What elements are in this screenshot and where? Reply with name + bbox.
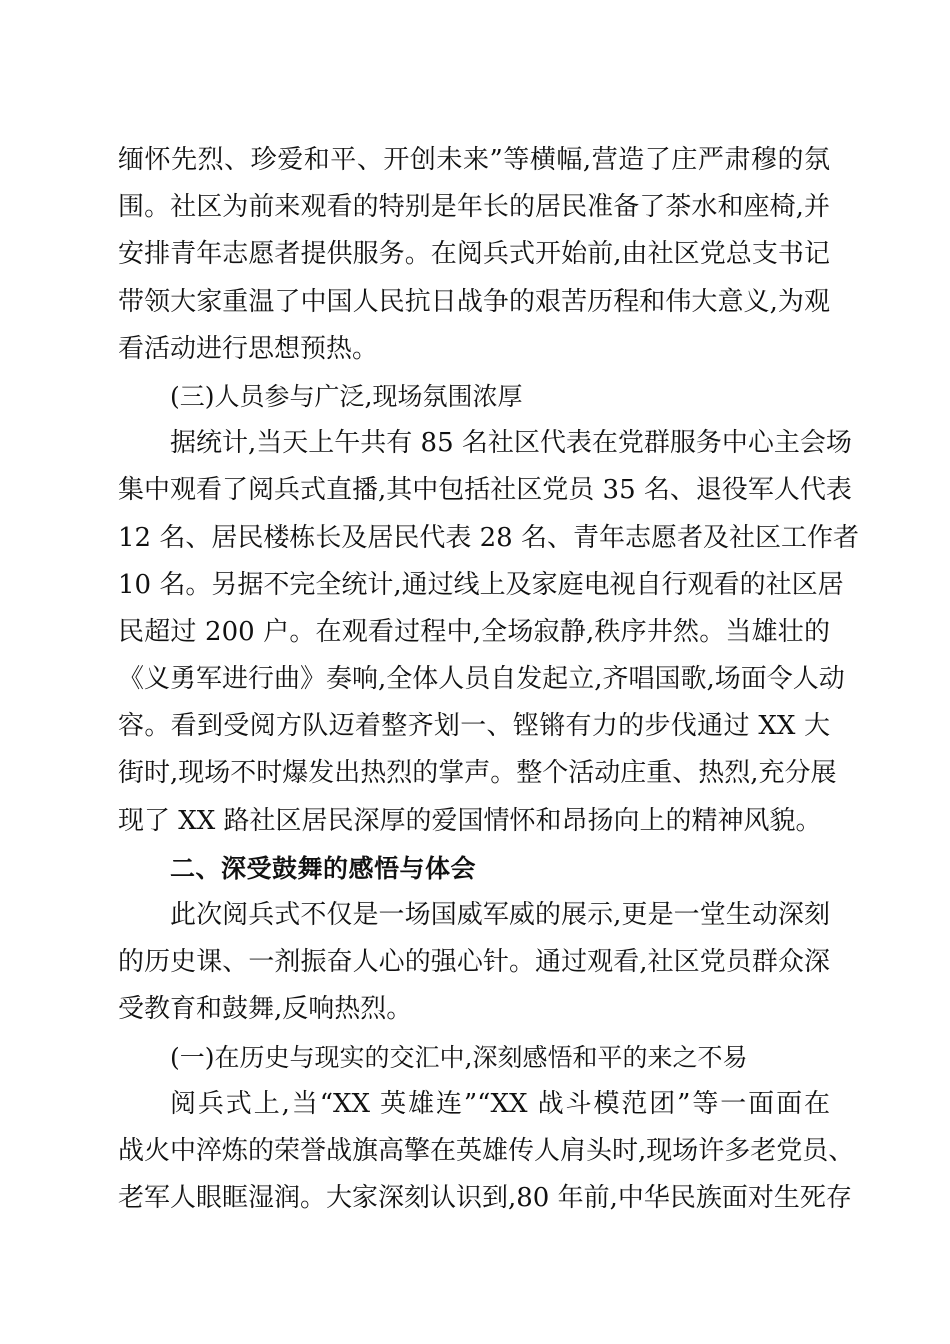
paragraph-line: 围。社区为前来观看的特别是年长的居民准备了茶水和座椅,并 [118,192,830,223]
paragraph-line: 缅怀先烈、珍爱和平、开创未来”等横幅,营造了庄严肃穆的氛 [118,145,830,175]
paragraph-line: 的历史课、一剂振奋人心的强心针。通过观看,社区党员群众深 [118,947,830,978]
paragraph-line: 此次阅兵式不仅是一场国威军威的展示,更是一堂生动深刻 [170,900,830,930]
document-body [118,137,859,1222]
section-subheading: (一)在历史与现实的交汇中,深刻感悟和平的来之不易 [170,1042,748,1072]
section-heading: 二、深受鼓舞的感悟与体会 [170,853,477,883]
paragraph-line: 受教育和鼓舞,反响热烈。 [118,994,413,1025]
paragraph-line: 现了 XX 路社区居民深厚的爱国情怀和昂扬向上的精神风貌。 [118,805,822,836]
paragraph-line: 战火中淬炼的荣誉战旗高擎在英雄传人肩头时,现场许多老党员、 [118,1135,855,1166]
paragraph-line: 民超过 200 户。在观看过程中,全场寂静,秩序井然。当雄壮的 [118,616,830,647]
paragraph-line: 街时,现场不时爆发出热烈的掌声。整个活动庄重、热烈,充分展 [118,758,837,789]
paragraph-line: 据统计,当天上午共有 85 名社区代表在党群服务中心主会场 [170,428,852,459]
paragraph-line: 12 名、居民楼栋长及居民代表 28 名、青年志愿者及社区工作者 [118,522,859,553]
paragraph-line: 集中观看了阅兵式直播,其中包括社区党员 35 名、退役军人代表 [118,475,852,506]
paragraph-line: 带领大家重温了中国人民抗日战争的艰苦历程和伟大意义,为观 [118,286,830,317]
paragraph-line: 《义勇军进行曲》奏响,全体人员自发起立,齐唱国歌,场面令人动 [118,664,845,695]
paragraph-line: 容。看到受阅方队迈着整齐划一、铿锵有力的步伐通过 XX 大 [118,711,830,742]
section-subheading: (三)人员参与广泛,现场氛围浓厚 [170,381,523,411]
paragraph-line: 阅兵式上,当“XX 英雄连”“XX 战斗模范团”等一面面在 [170,1088,830,1119]
paragraph-line: 10 名。另据不完全统计,通过线上及家庭电视自行观看的社区居 [118,569,844,600]
paragraph-line: 老军人眼眶湿润。大家深刻认识到,80 年前,中华民族面对生死存 [118,1183,852,1214]
paragraph-line: 看活动进行思想预热。 [118,333,379,364]
paragraph-line: 安排青年志愿者提供服务。在阅兵式开始前,由社区党总支书记 [118,239,830,270]
